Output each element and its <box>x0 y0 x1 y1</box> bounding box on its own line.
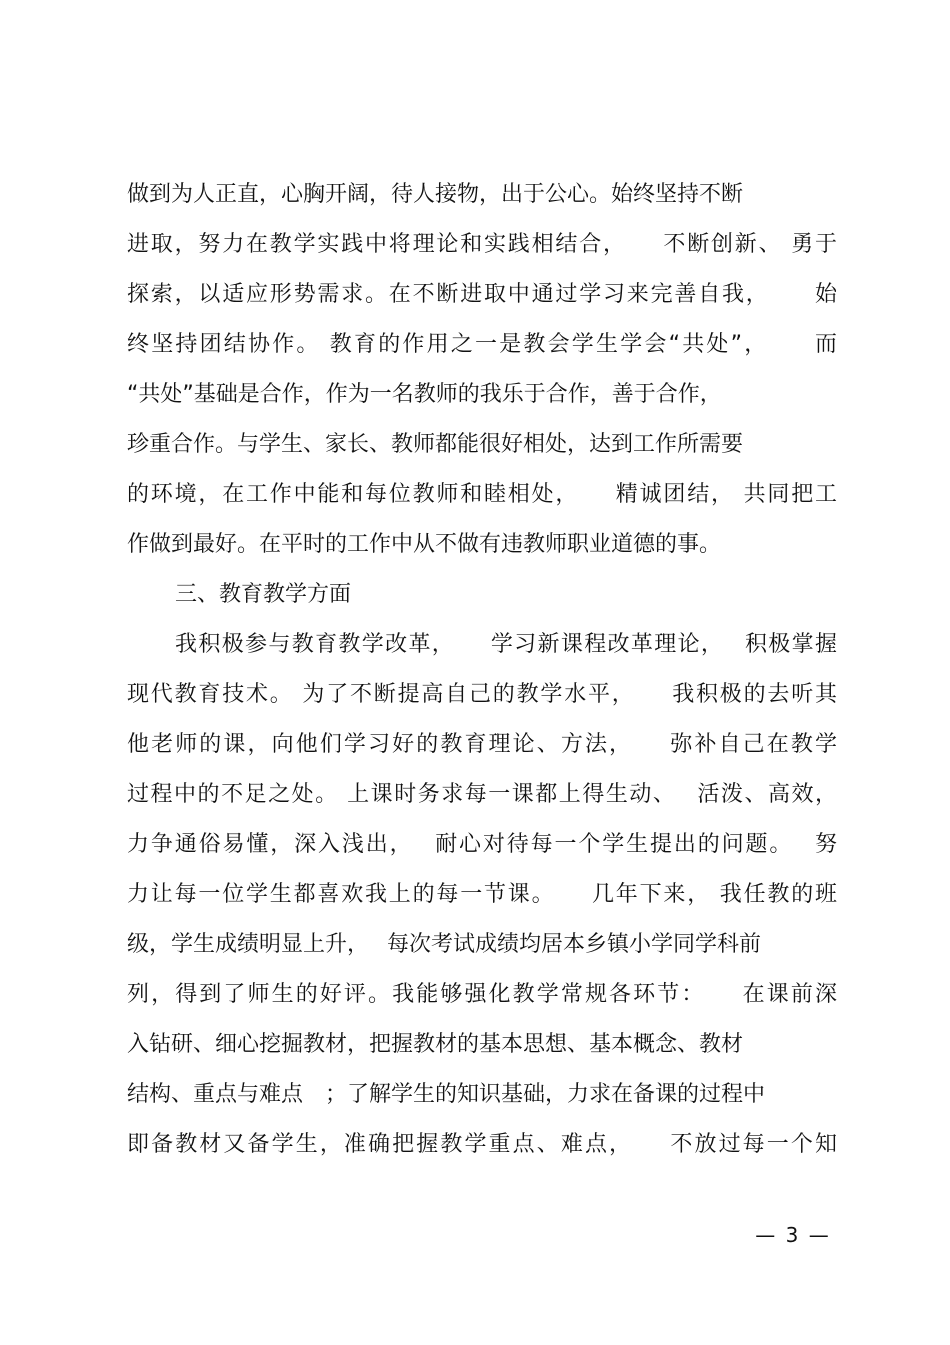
text-line: 进取，努力在教学实践中将理论和实践相结合， 不断创新、 勇于 <box>127 232 837 257</box>
text-line: 过程中的不足之处。 上课时务求每一课都上得生动、 活泼、高效， <box>127 782 837 807</box>
text-line: 即备教材又备学生，准确把握教学重点、难点， 不放过每一个知 <box>127 1132 837 1157</box>
text-line: 探索，以适应形势需求。在不断进取中通过学习来完善自我， 始 <box>127 282 837 307</box>
text-line: 列，得到了师生的好评。我能够强化教学常规各环节： 在课前深 <box>127 982 837 1007</box>
text-line: 作做到最好。在平时的工作中从不做有违教师职业道德的事。 <box>127 532 722 557</box>
text-line: 做到为人正直，心胸开阔，待人接物，出于公心。始终坚持不断 <box>127 182 744 207</box>
text-line: 现代教育技术。 为了不断提高自己的教学水平， 我积极的去听其 <box>127 682 837 707</box>
text-line: “共处”基础是合作，作为一名教师的我乐于合作，善于合作， <box>127 382 722 407</box>
text-line: 的环境，在工作中能和每位教师和睦相处， 精诚团结， 共同把工 <box>127 482 837 507</box>
text-line: 珍重合作。与学生、家长、教师都能很好相处，达到工作所需要 <box>127 432 744 457</box>
text-line: 终坚持团结协作。 教育的作用之一是教会学生学会“共处”， 而 <box>127 332 837 357</box>
text-line: 力争通俗易懂，深入浅出， 耐心对待每一个学生提出的问题。 努 <box>127 832 837 857</box>
text-line: 他老师的课，向他们学习好的教育理论、方法， 弥补自己在教学 <box>127 732 837 757</box>
section-heading: 三、教育教学方面 <box>175 582 352 607</box>
text-line: 力让每一位学生都喜欢我上的每一节课。 几年下来， 我任教的班 <box>127 882 837 907</box>
text-line: 入钻研、细心挖掘教材，把握教材的基本思想、基本概念、教材 <box>127 1032 744 1057</box>
text-line: 结构、重点与难点 ；了解学生的知识基础，力求在备课的过程中 <box>127 1082 766 1107</box>
text-line: 级，学生成绩明显上升， 每次考试成绩均居本乡镇小学同学科前 <box>127 932 761 957</box>
body-text <box>127 170 837 1170</box>
page-number: — 3 — <box>755 1223 831 1247</box>
text-line: 我积极参与教育教学改革， 学习新课程改革理论， 积极掌握 <box>175 632 837 657</box>
